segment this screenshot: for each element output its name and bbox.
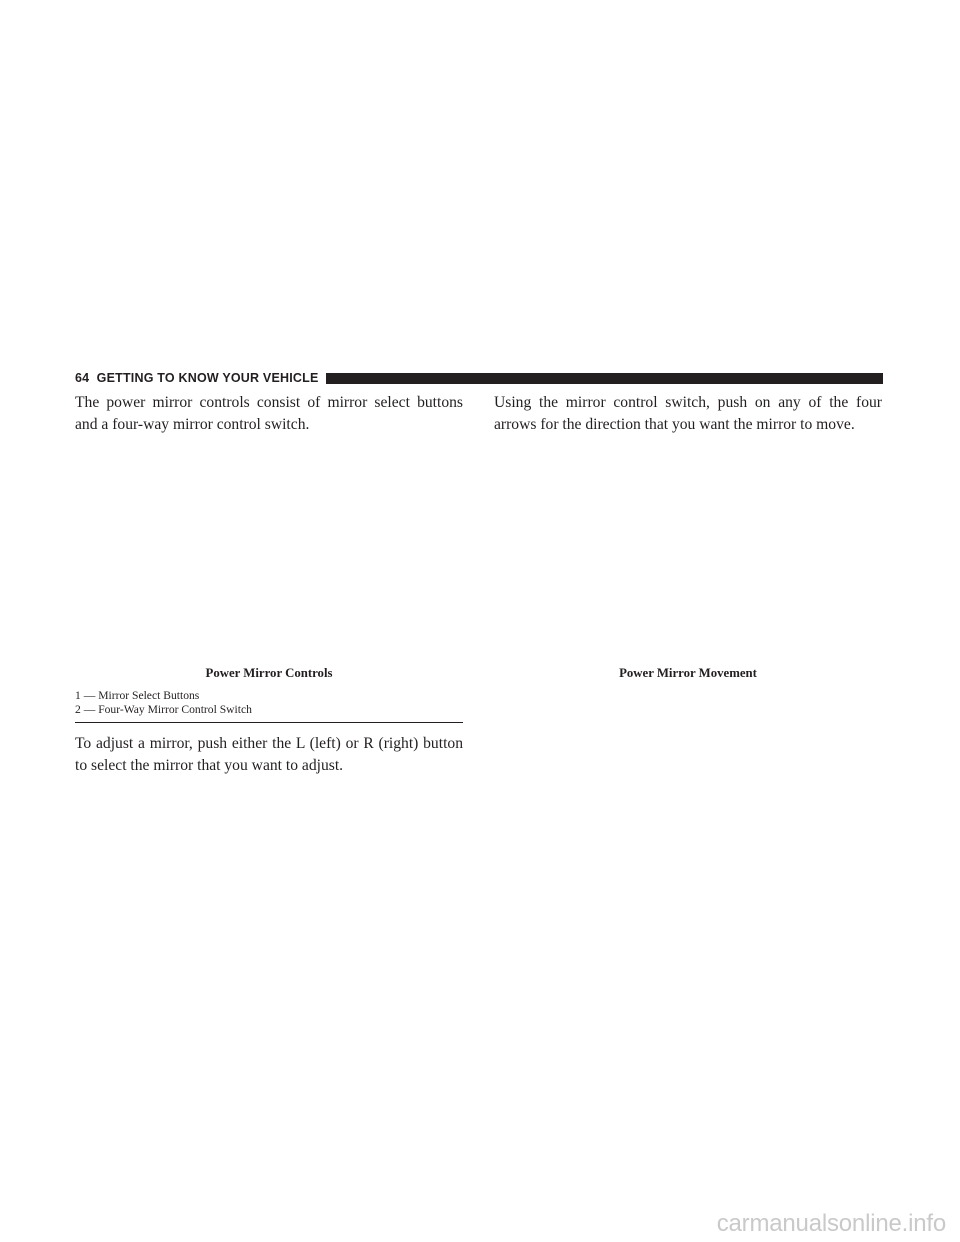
figure-caption-controls: Power Mirror Controls <box>205 666 333 680</box>
left-column-lower <box>75 733 463 777</box>
header-title <box>75 370 319 386</box>
running-header <box>75 370 883 386</box>
section-title: GETTING TO KNOW YOUR VEHICLE <box>96 371 319 385</box>
adjust-paragraph: To adjust a mirror, push either the L (left) or R (right) button to select the mirror that you want to adjust. <box>75 735 463 774</box>
legend-divider <box>75 722 463 723</box>
watermark: carmanualsonline.info <box>716 1210 946 1237</box>
instruction-paragraph: Using the mirror control switch, push on any of the four arrows for the direction that you want the mirror to move. <box>494 394 882 433</box>
power-mirror-controls-figure <box>75 444 463 662</box>
left-column <box>75 392 463 436</box>
intro-paragraph: The power mirror controls consist of mirror select buttons and a four-way mirror control switch. <box>75 394 463 433</box>
legend-item-1: 1 — Mirror Select Buttons <box>75 689 200 702</box>
legend-item-2: 2 — Four-Way Mirror Control Switch <box>75 703 252 716</box>
figure-legend <box>75 689 463 717</box>
figure-caption-movement: Power Mirror Movement <box>619 666 757 680</box>
power-mirror-movement-figure <box>494 444 882 662</box>
header-rule <box>326 373 884 384</box>
page-number: 64 <box>75 371 90 385</box>
right-column <box>494 392 882 436</box>
